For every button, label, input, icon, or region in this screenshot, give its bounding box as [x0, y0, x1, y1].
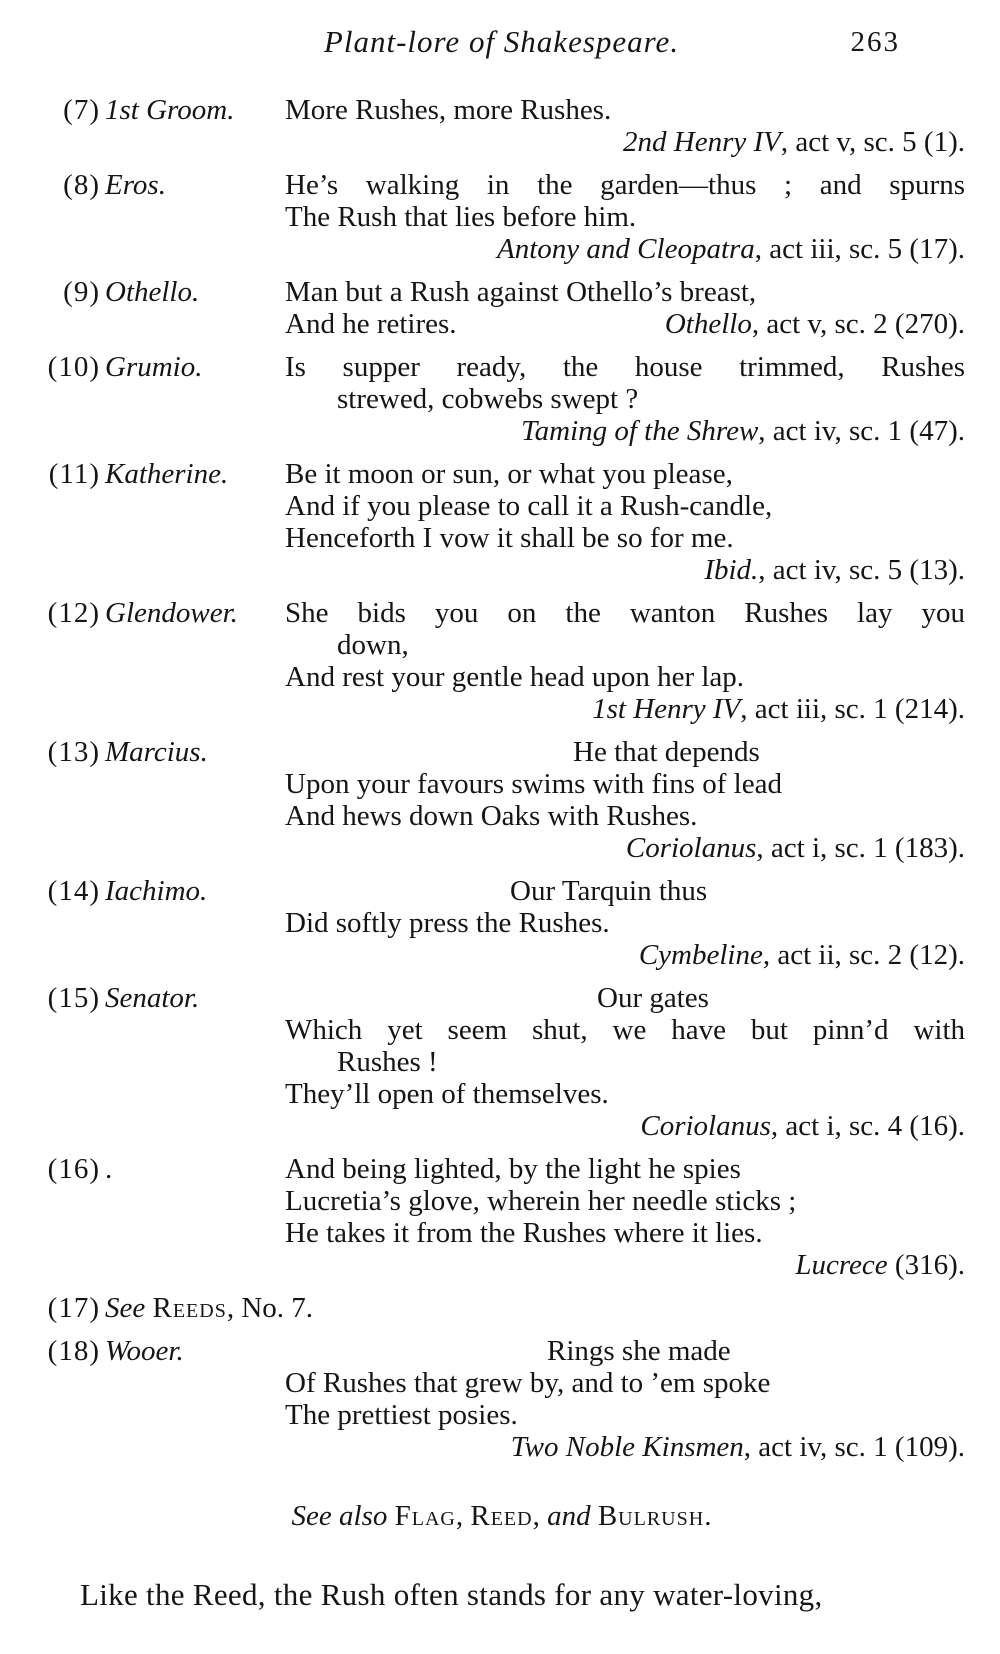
- entry-number: (15): [47, 982, 100, 1014]
- entry-number: (9): [63, 276, 100, 308]
- plain-text: Our Tarquin thus: [510, 875, 708, 907]
- quote-line: [285, 1153, 965, 1185]
- quote-line: [285, 768, 965, 800]
- quote-line: [285, 597, 965, 629]
- quote-line: [285, 1367, 965, 1399]
- plain-text: The prettiest posies.: [285, 1399, 518, 1431]
- plain-text: , act iv, sc. 5 (13).: [758, 554, 965, 586]
- citation: [285, 554, 965, 586]
- plain-text: , No. 7.: [226, 1292, 314, 1324]
- italic-text: Coriolanus: [640, 1110, 771, 1142]
- quote-text: And he retires.: [285, 308, 457, 340]
- speaker-name: Marcius.: [105, 736, 208, 768]
- entry-number: (8): [63, 169, 100, 201]
- entry-number: (10): [47, 351, 100, 383]
- quote-line: [285, 800, 965, 832]
- quote-lines: [105, 1292, 965, 1324]
- quote-line: [285, 629, 965, 661]
- quote-line: [285, 276, 965, 308]
- quote-line: [285, 1014, 965, 1046]
- plain-text: , act iii, sc. 5 (17).: [754, 233, 965, 265]
- quote-line: [285, 982, 965, 1014]
- quote-line: [285, 490, 965, 522]
- plain-text: , act i, sc. 4 (16).: [770, 1110, 965, 1142]
- plain-text: (316).: [887, 1249, 965, 1281]
- quote-lines: [285, 982, 965, 1142]
- speaker-name: 1st Groom.: [105, 94, 235, 126]
- italic-text: See: [105, 1292, 146, 1324]
- page-header: [38, 24, 965, 66]
- speaker-name: Iachimo.: [105, 875, 208, 907]
- plain-text: She bids you on the wanton Rushes lay you: [285, 597, 965, 629]
- quote-line: [285, 1078, 965, 1110]
- quote-line: [285, 1335, 965, 1367]
- italic-text: Coriolanus: [625, 832, 757, 864]
- citation: [285, 233, 965, 265]
- citation: [285, 415, 965, 447]
- quote-entry: [38, 875, 965, 971]
- smallcaps-text: Bulrush: [597, 1500, 705, 1532]
- entry-number: (12): [47, 597, 100, 629]
- plain-text: They’ll open of themselves.: [285, 1078, 609, 1110]
- plain-text: He’s walking in the garden—thus ; and spurns: [285, 169, 965, 201]
- plain-text: Which yet seem shut, we have but pinn’d with: [285, 1014, 965, 1046]
- quote-lines: [285, 169, 965, 265]
- italic-text: Cymbeline: [638, 939, 763, 971]
- speaker-name: Senator.: [105, 982, 200, 1014]
- quote-line: [285, 458, 965, 490]
- speaker-name: Wooer.: [105, 1335, 184, 1367]
- plain-text: [145, 1292, 152, 1324]
- quote-line: [285, 736, 965, 768]
- see-also-line: [38, 1499, 965, 1533]
- quote-lines: [285, 875, 965, 971]
- plain-text: , act v, sc. 5 (1).: [780, 126, 965, 158]
- plain-text: Upon your favours swims with fins of lead: [285, 768, 782, 800]
- plain-text: And if you please to call it a Rush-candle,: [285, 490, 773, 522]
- plain-text: And being lighted, by the light he spies: [285, 1153, 741, 1185]
- citation: [285, 1431, 965, 1463]
- quote-lines: [285, 458, 965, 586]
- quote-line: [285, 1217, 965, 1249]
- plain-text: down,: [337, 629, 409, 661]
- quote-entry: [38, 94, 965, 158]
- quote-lines: [285, 736, 965, 864]
- plain-text: , act i, sc. 1 (183).: [756, 832, 965, 864]
- italic-text: Ibid.: [704, 554, 759, 586]
- quote-entry: [38, 597, 965, 725]
- plain-text: ,: [532, 1500, 548, 1532]
- italic-text: Lucrece: [795, 1249, 888, 1281]
- speaker-name: Grumio.: [105, 351, 203, 383]
- speaker-name: Eros.: [105, 169, 166, 201]
- quote-line: [285, 661, 965, 693]
- plain-text: , act iii, sc. 1 (214).: [740, 693, 965, 725]
- quote-entries: [38, 94, 965, 1463]
- quote-entry: [38, 1292, 965, 1324]
- quote-entry: [38, 351, 965, 447]
- citation: [665, 308, 965, 340]
- speaker-name: Katherine.: [105, 458, 229, 490]
- entry-number: (13): [47, 736, 100, 768]
- plain-text: Of Rushes that grew by, and to ’em spoke: [285, 1367, 771, 1399]
- plain-text: Is supper ready, the house trimmed, Rushes: [285, 351, 965, 383]
- italic-text: Two Noble Kinsmen: [510, 1431, 744, 1463]
- italic-text: See also: [291, 1500, 395, 1532]
- italic-text: and: [547, 1500, 591, 1532]
- quote-and-citation-line: [285, 308, 965, 340]
- quote-line: [285, 351, 965, 383]
- citation: [285, 939, 965, 971]
- plain-text: The Rush that lies before him.: [285, 201, 637, 233]
- scan-mark: .: [105, 1153, 113, 1185]
- plain-text: More Rushes, more Rushes.: [285, 94, 612, 126]
- citation: [285, 693, 965, 725]
- page-number: 263: [850, 26, 900, 58]
- smallcaps-text: Flag: [394, 1500, 456, 1532]
- entry-number: (14): [47, 875, 100, 907]
- speaker-name: Othello.: [105, 276, 200, 308]
- quote-lines: [285, 1153, 965, 1281]
- citation: [285, 1249, 965, 1281]
- quote-line: [285, 201, 965, 233]
- quote-line: [285, 169, 965, 201]
- plain-text: Rushes !: [337, 1046, 438, 1078]
- closing-paragraph: Like the Reed, the Rush often stands for any water-loving,: [80, 1577, 823, 1612]
- plain-text: , act iv, sc. 1 (109).: [743, 1431, 965, 1463]
- plain-text: Our gates: [597, 982, 709, 1014]
- quote-entry: [38, 458, 965, 586]
- citation: [285, 832, 965, 864]
- cross-reference: [105, 1292, 965, 1324]
- plain-text: [591, 1500, 598, 1532]
- plain-text: And hews down Oaks with Rushes.: [285, 800, 698, 832]
- citation: [285, 126, 965, 158]
- quote-entry: [38, 1153, 965, 1281]
- smallcaps-text: Reeds: [152, 1292, 227, 1324]
- quote-lines: [285, 351, 965, 447]
- plain-text: He that depends: [573, 736, 760, 768]
- quote-line: [285, 875, 965, 907]
- italic-text: Othello: [664, 308, 752, 340]
- quote-entry: [38, 1335, 965, 1463]
- citation: [285, 1110, 965, 1142]
- quote-line: [285, 907, 965, 939]
- plain-text: .: [704, 1500, 712, 1532]
- quote-line: [285, 1185, 965, 1217]
- plain-text: , act iv, sc. 1 (47).: [758, 415, 965, 447]
- quote-entry: [38, 736, 965, 864]
- plain-text: Lucretia’s glove, wherein her needle sticks ;: [285, 1185, 797, 1217]
- plain-text: strewed, cobwebs swept ?: [337, 383, 639, 415]
- plain-text: Man but a Rush against Othello’s breast,: [285, 276, 757, 308]
- entry-number: (17): [47, 1292, 100, 1324]
- plain-text: ,: [455, 1500, 471, 1532]
- plain-text: , act ii, sc. 2 (12).: [762, 939, 965, 971]
- entry-number: (18): [47, 1335, 100, 1367]
- speaker-name: Glendower.: [105, 597, 238, 629]
- italic-text: Antony and Cleopatra: [497, 233, 755, 265]
- entry-number: (7): [63, 94, 100, 126]
- smallcaps-text: Reed: [470, 1500, 533, 1532]
- quote-line: [285, 1046, 965, 1078]
- quote-line: [285, 94, 965, 126]
- quote-entry: [38, 982, 965, 1142]
- quote-line: [285, 1399, 965, 1431]
- running-title: Plant-lore of Shakespeare.: [323, 24, 680, 59]
- entry-number: (11): [48, 458, 100, 490]
- plain-text: Rings she made: [547, 1335, 731, 1367]
- quote-entry: [38, 276, 965, 340]
- italic-text: 1st Henry IV: [592, 693, 741, 725]
- entry-number: (16): [47, 1153, 100, 1185]
- plain-text: And rest your gentle head upon her lap.: [285, 661, 745, 693]
- plain-text: , act v, sc. 2 (270).: [751, 308, 965, 340]
- quote-lines: [285, 94, 965, 158]
- quote-line: [285, 383, 965, 415]
- italic-text: 2nd Henry IV: [623, 126, 781, 158]
- plain-text: Henceforth I vow it shall be so for me.: [285, 522, 734, 554]
- italic-text: Taming of the Shrew: [521, 415, 759, 447]
- plain-text: He takes it from the Rushes where it lies.: [285, 1217, 763, 1249]
- plain-text: Be it moon or sun, or what you please,: [285, 458, 733, 490]
- quote-lines: [285, 276, 965, 340]
- quote-lines: [285, 597, 965, 725]
- plain-text: Did softly press the Rushes.: [285, 907, 610, 939]
- quote-line: [285, 522, 965, 554]
- quote-entry: [38, 169, 965, 265]
- quote-lines: [285, 1335, 965, 1463]
